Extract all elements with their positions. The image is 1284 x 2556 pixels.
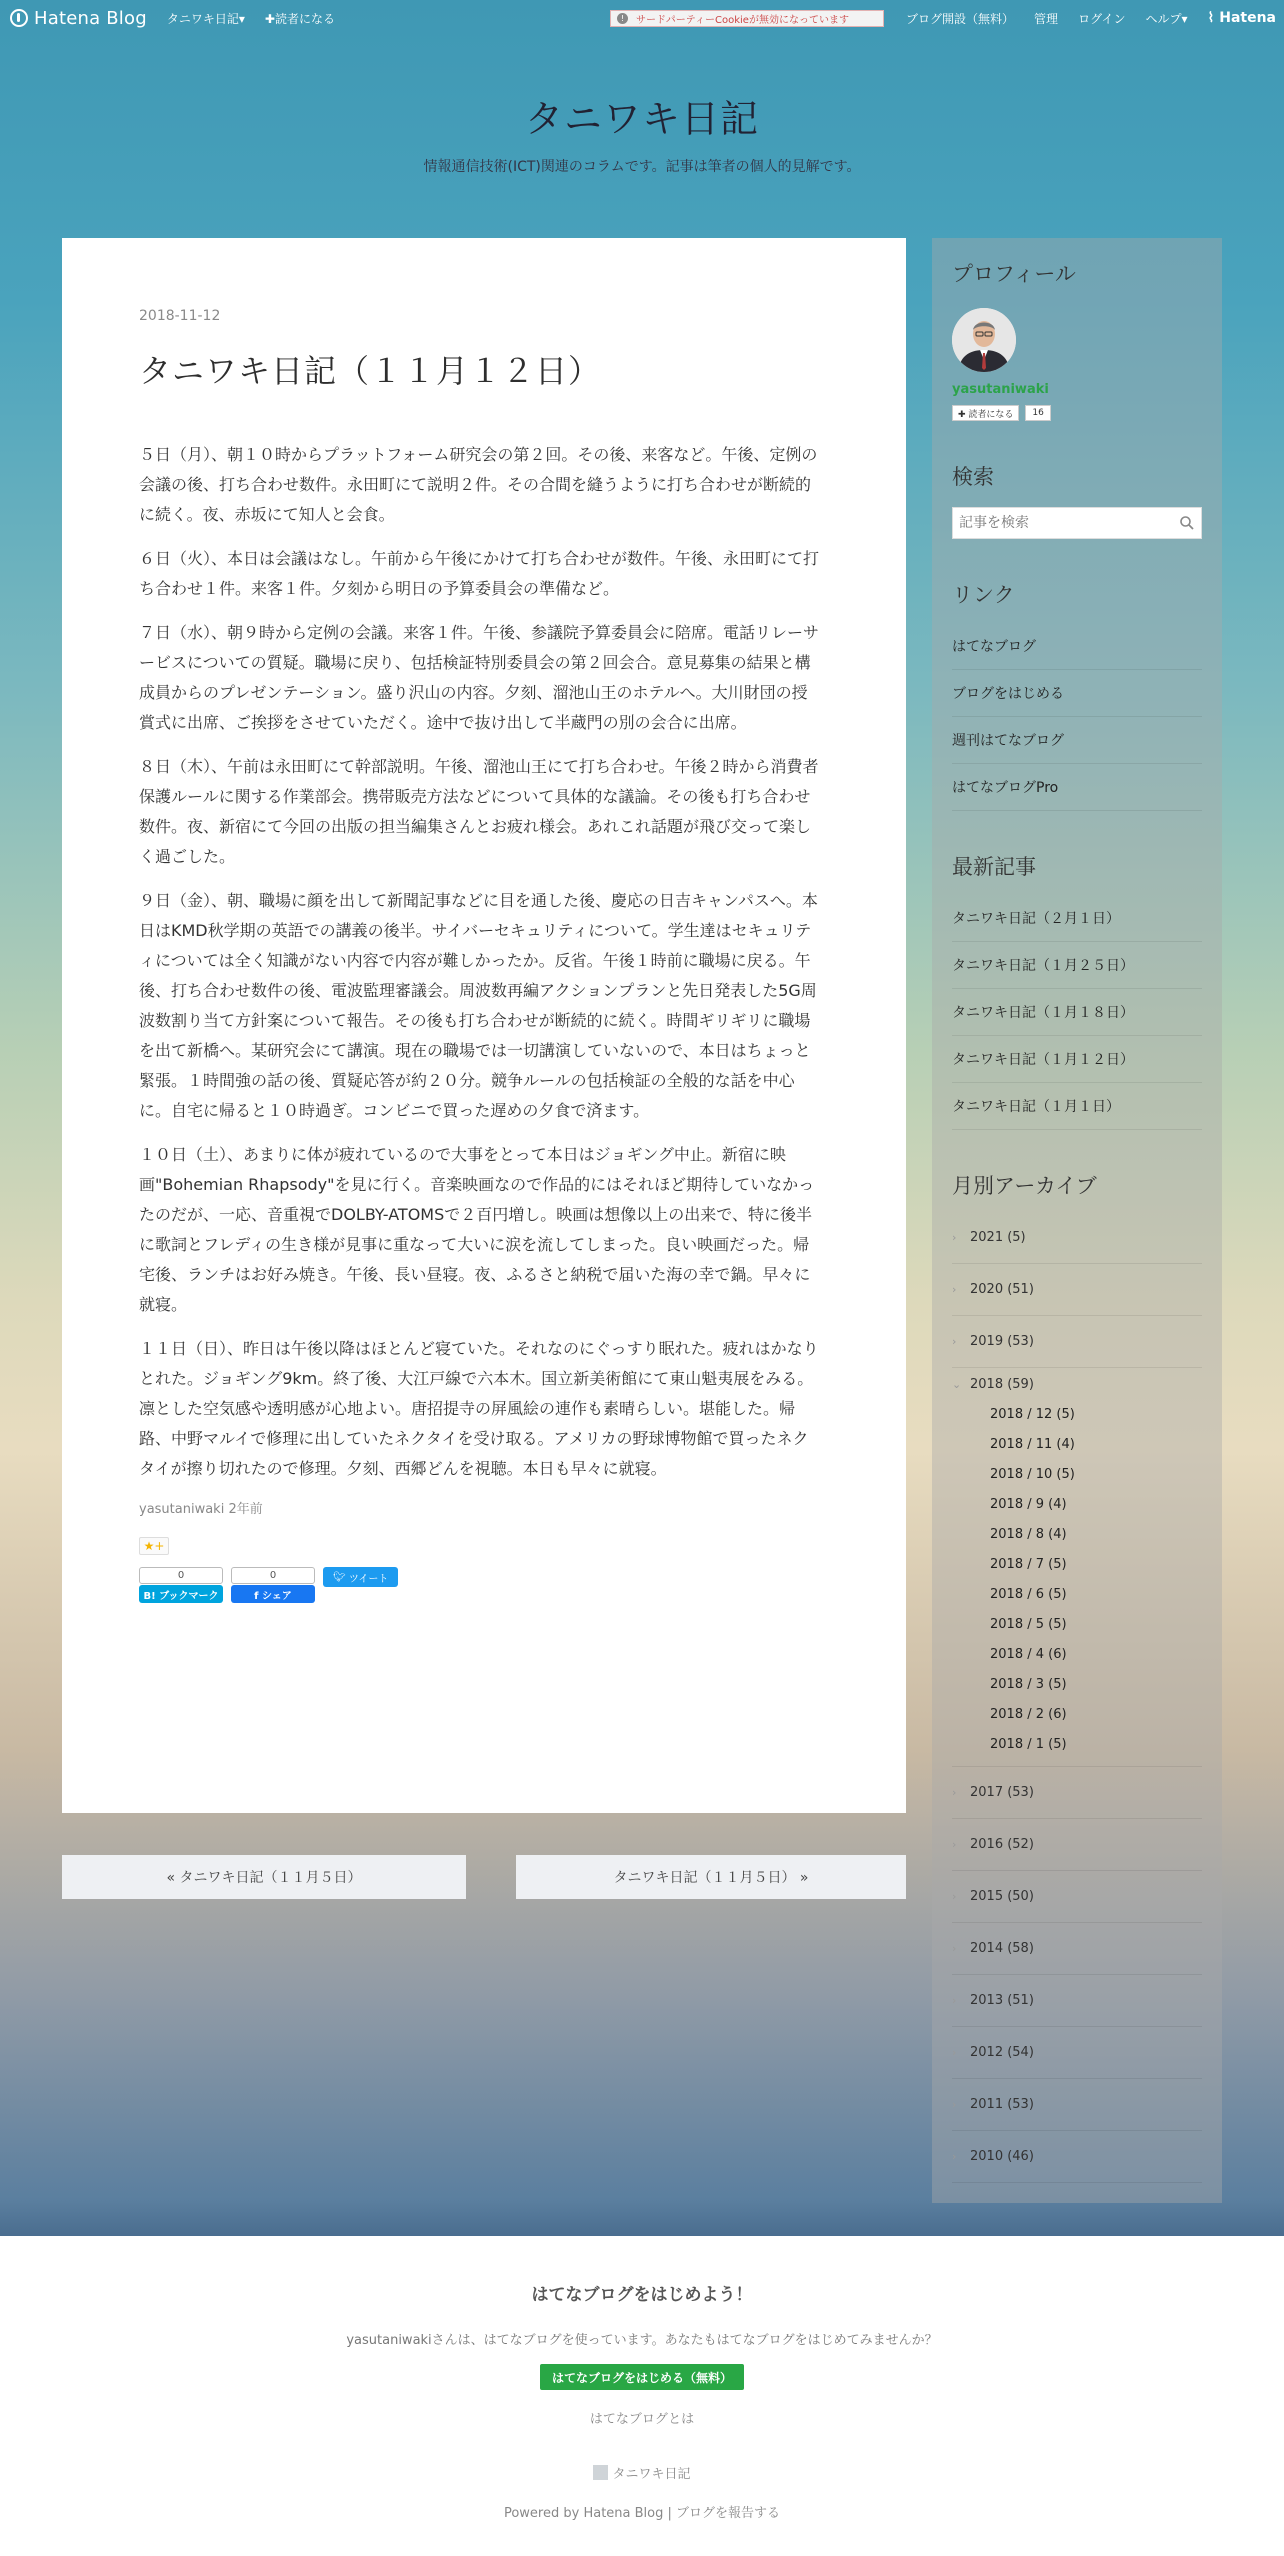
sidebar-link[interactable]: ブログをはじめる	[952, 670, 1202, 717]
recent-entry-link[interactable]: タニワキ日記（１月１２日）	[952, 1036, 1202, 1083]
archive-month-link[interactable]: 2018 / 2 (6)	[990, 1707, 1067, 1722]
archive-year[interactable]	[952, 1264, 1202, 1315]
chevron-right-icon: ›	[952, 2098, 957, 2111]
hatena-bookmark-widget[interactable]	[139, 1567, 223, 1603]
archive-year-label: 2017 (53)	[970, 1785, 1034, 1800]
archive-year-label: 2021 (5)	[970, 1230, 1026, 1245]
chevron-right-icon: ›	[952, 1231, 957, 1244]
caret-down-icon: ▾	[1181, 11, 1188, 26]
powered-by[interactable]: Powered by Hatena Blog | ブログを報告する	[503, 2506, 781, 2521]
footer-title: はてなブログをはじめよう！	[531, 2285, 753, 2305]
profile-heading: プロフィール	[952, 262, 1076, 286]
blog-menu-label: タニワキ日記	[166, 11, 239, 26]
archive-month-link[interactable]: 2018 / 8 (4)	[990, 1527, 1067, 1542]
chevron-right-icon: ›	[952, 1786, 957, 1799]
help-menu[interactable]	[1145, 10, 1187, 27]
login-link[interactable]: ログイン	[1078, 11, 1126, 26]
recent-entry-link[interactable]: タニワキ日記（２月１日）	[952, 895, 1202, 942]
archive-month-link[interactable]: 2018 / 7 (5)	[990, 1557, 1067, 1572]
archive-year-label: 2014 (58)	[970, 1941, 1034, 1956]
entry-paragraph: ７日（水）、朝９時から定例の会議。来客１件。午後、参議院予算委員会に陪席。電話リレーサービスについての質疑。職場に戻り、包括検証特別委員会の第２回会合。意見募集の結果と構成員からのプレゼンテーション。盛り沢山の内容。夕刻、溜池山王のホテルへ。大川財団の授賞式に出席、ご挨拶をさせていただく。途中で抜け出して半蔵門の別の会合に出席。	[139, 623, 820, 732]
entry-paragraph: ６日（火）、本日は会議はなし。午前から午後にかけて打ち合わせが数件。午後、永田町にて打ち合わせ１件。来客１件。夕刻から明日の予算委員会の準備など。	[139, 549, 820, 598]
entry-date[interactable]: 2018-11-12	[139, 308, 221, 324]
archive-year[interactable]	[952, 1819, 1202, 1870]
entry-paragraph: ９日（金）、朝、職場に顔を出して新聞記事などに目を通した後、慶応の日吉キャンパスへ。本日はKMD秋学期の英語での講義の後半。サイバーセキュリティについて。学生達はセキュリティについては全く知識がない内容で内容が難しかったか。反省。午後１時前に職場に戻る。午後、打ち合わせ数件の後、電波監理審議会。周波数再編アクションプランと先日発表した5G周波数割り当て方針案について報告。その後も打ち合わせが断続的に続く。時間ギリギリに職場を出て新橋へ。某研究会にて講演。現在の職場では一切講演していないので、本日はちょっと緊張。１時間強の話の後、質疑応答が約２０分。競争ルールの包括検証の全般的な話を中心に。自宅に帰ると１０時過ぎ。コンビニで買った遅めの夕食で済ます。	[139, 891, 818, 1120]
pager-next-link[interactable]: タニワキ日記（１１月５日） »	[516, 1855, 906, 1899]
chevron-right-icon: ›	[952, 1994, 957, 2007]
archive-year[interactable]	[952, 1975, 1202, 2026]
facebook-share-widget[interactable]	[231, 1567, 315, 1603]
entry-paragraph: １１日（日）、昨日は午後以降はほとんど寝ていた。それなのにぐっすり眠れた。疲れはかなりとれた。ジョギング9km。終了後、大江戸線で六本木。国立新美術館にて東山魁夷展をみる。凛とした空気感や透明感が心地よい。唐招提寺の屏風絵の連作も素晴らしい。堪能した。帰路、中野マルイで修理に出していたネクタイを受け取る。アメリカの野球博物館で買ったネクタイが擦り切れたので修理。夕刻、西郷どんを視聴。本日も早々に就寝。	[139, 1339, 819, 1478]
archive-month-link[interactable]: 2018 / 4 (6)	[990, 1647, 1067, 1662]
chevron-right-icon: ›	[952, 1838, 957, 1851]
footer-blog-link[interactable]	[0, 2463, 1284, 2482]
archive-year-label: 2010 (46)	[970, 2149, 1034, 2164]
archive-year-label: 2011 (53)	[970, 2097, 1034, 2112]
entry-card	[62, 238, 906, 1813]
subscribe-widget	[952, 405, 1202, 421]
archive-year-label: 2016 (52)	[970, 1837, 1034, 1852]
tweet-label: ツイート	[348, 1573, 389, 1585]
entry-footer-author[interactable]: yasutaniwaki 2年前	[139, 1502, 263, 1517]
about-hatena-blog-link[interactable]: はてなブログとは	[589, 2412, 695, 2427]
links-section	[952, 579, 1202, 811]
archive-year[interactable]	[952, 2131, 1202, 2182]
subscribe-link[interactable]: ✚読者になる	[264, 11, 335, 26]
links-heading: リンク	[952, 583, 1015, 607]
archive-section	[952, 1170, 1202, 2183]
help-label: ヘルプ	[1145, 11, 1182, 26]
archive-month-link[interactable]: 2018 / 10 (5)	[990, 1467, 1075, 1482]
chevron-right-icon: ›	[952, 2150, 957, 2163]
search-box	[952, 507, 1202, 539]
search-heading: 検索	[952, 465, 994, 489]
archive-year[interactable]	[952, 1923, 1202, 1974]
chevron-down-icon: ⌄	[952, 1377, 962, 1391]
archive-year[interactable]	[952, 1316, 1202, 1367]
page-footer	[0, 2236, 1284, 2556]
hatena-logo-icon	[10, 9, 28, 27]
twitter-bird-icon: 🐦︎	[333, 1571, 349, 1583]
share-count[interactable]: 0	[231, 1567, 315, 1584]
subscribe-button[interactable]: ✚ 読者になる	[952, 405, 1019, 421]
global-header	[0, 0, 1284, 36]
user-avatar-icon	[952, 308, 1016, 372]
archive-month-link[interactable]: 2018 / 1 (5)	[990, 1737, 1067, 1752]
chevron-right-icon: ›	[952, 1890, 957, 1903]
archive-year[interactable]	[952, 1212, 1202, 1263]
sidebar-link[interactable]: はてなブログPro	[952, 764, 1202, 811]
cookie-notice-text: サードパーティーCookieが無効になっています	[636, 15, 849, 26]
tweet-button[interactable]	[323, 1567, 398, 1587]
entry-paragraph: ５日（月）、朝１０時からプラットフォーム研究会の第２回。その後、来客など。午後、定例の会議の後、打ち合わせ数件。永田町にて説明２件。その合間を縫うように打ち合わせが断続的に続く。夜、赤坂にて知人と会食。	[139, 445, 818, 524]
entry-body	[139, 440, 820, 1484]
avatar[interactable]	[952, 308, 1016, 372]
sidebar-link[interactable]: 週刊はてなブログ	[952, 717, 1202, 764]
chevron-right-icon: ›	[952, 1283, 957, 1296]
admin-link[interactable]: 管理	[1034, 11, 1059, 26]
archive-month-link[interactable]: 2018 / 6 (5)	[990, 1587, 1067, 1602]
hatena-bird-icon: ⌇	[1207, 10, 1220, 26]
pager-prev-link[interactable]: « タニワキ日記（１１月５日）	[62, 1855, 466, 1899]
blog-title[interactable]: タニワキ日記	[524, 97, 759, 141]
archive-month-link[interactable]: 2018 / 12 (5)	[990, 1407, 1075, 1422]
recent-heading: 最新記事	[952, 855, 1036, 879]
entry-paragraph: ８日（木）、午前は永田町にて幹部説明。午後、溜池山王にて打ち合わせ。午後２時から消費者保護ルールに関する作業部会。携帯販売方法などについて具体的な議論。その後も打ち合わせ数件。夜、新宿にて今回の出版の担当編集さんとお疲れ様会。あれこれ話題が飛び交って楽しく過ごした。	[139, 757, 819, 866]
recent-entry-link[interactable]: タニワキ日記（１月１８日）	[952, 989, 1202, 1036]
bookmark-count[interactable]: 0	[139, 1567, 223, 1584]
archive-year[interactable]	[952, 1767, 1202, 1818]
hatena-label: Hatena	[1219, 10, 1276, 26]
bookmark-button[interactable]: B! ブックマーク	[139, 1585, 223, 1603]
share-buttons	[139, 1567, 820, 1603]
archive-year-label: 2020 (51)	[970, 1282, 1034, 1297]
entry-paragraph: １０日（土）、あまりに体が疲れているので大事をとって本日はジョギング中止。新宿に映画"Bohemian Rhapsody"を見に行く。音楽映画なので作品的にはそれほど期待していなかったのだが、一応、音重視でDOLBY-ATOMSで２百円増し。映画は想像以上の出来で、特に後半に歌詞とフレディの生き様が見事に重なって大いに涙を流してしまった。良い映画だった。帰宅後、ランチはお好み焼き。午後、長い昼寝。夜、ふるさと納税で届いた海の幸で鍋。早々に就寝。	[139, 1145, 815, 1314]
profile-user-name[interactable]: yasutaniwaki	[952, 382, 1049, 397]
archive-month-link[interactable]: 2018 / 3 (5)	[990, 1677, 1067, 1692]
hatena-blog-logo[interactable]	[10, 8, 147, 29]
archive-month-link[interactable]: 2018 / 5 (5)	[990, 1617, 1067, 1632]
sidebar	[932, 238, 1222, 2203]
archive-month-link[interactable]: 2018 / 9 (4)	[990, 1497, 1067, 1512]
archive-year-label: 2018 (59)	[970, 1376, 1034, 1392]
sidebar-link[interactable]: はてなブログ	[952, 623, 1202, 670]
recent-entry-link[interactable]: タニワキ日記（１月１日）	[952, 1083, 1202, 1130]
archive-year[interactable]	[952, 1871, 1202, 1922]
search-icon[interactable]	[1173, 515, 1201, 531]
recent-entry-link[interactable]: タニワキ日記（１月２５日）	[952, 942, 1202, 989]
subscriber-count[interactable]: 16	[1025, 405, 1050, 421]
chevron-right-icon: ›	[952, 1942, 957, 1955]
archive-year-label: 2013 (51)	[970, 1993, 1034, 2008]
archive-year[interactable]	[952, 2079, 1202, 2130]
archive-month-link[interactable]: 2018 / 11 (4)	[990, 1437, 1075, 1452]
logo-text: Hatena Blog	[34, 7, 147, 29]
archive-year-label: 2019 (53)	[970, 1334, 1034, 1349]
entry-title[interactable]: タニワキ日記（１１月１２日）	[139, 352, 602, 390]
archive-year-expanded[interactable]	[952, 1368, 1202, 1400]
archive-year-label: 2015 (50)	[970, 1889, 1034, 1904]
info-icon: !	[617, 13, 628, 24]
footer-blog-name: タニワキ日記	[612, 2467, 691, 2482]
archive-heading: 月別アーカイブ	[952, 1174, 1097, 1198]
facebook-share-button[interactable]: f シェア	[231, 1585, 315, 1603]
recent-entries-section	[952, 851, 1202, 1130]
search-input[interactable]	[953, 508, 1173, 538]
footer-description: yasutaniwakiさんは、はてなブログを使っています。あなたもはてなブログをはじめてみませんか？	[346, 2333, 938, 2348]
blog-menu[interactable]	[167, 10, 245, 27]
search-section	[952, 461, 1202, 539]
caret-down-icon: ▾	[238, 11, 245, 26]
add-star-button[interactable]: ★+	[139, 1537, 169, 1555]
archive-year[interactable]	[952, 2027, 1202, 2078]
chevron-right-icon: ›	[952, 2046, 957, 2059]
start-blog-button[interactable]: はてなブログをはじめる（無料）	[540, 2364, 744, 2390]
hatena-link[interactable]	[1208, 10, 1276, 26]
chevron-right-icon: ›	[952, 1335, 957, 1348]
archive-year-label: 2012 (54)	[970, 2045, 1034, 2060]
blog-favicon-icon	[593, 2465, 608, 2480]
cookie-notice[interactable]	[610, 10, 884, 27]
start-blog-link[interactable]: ブログ開設（無料）	[906, 11, 1015, 26]
blog-description: 情報通信技術(ICT)関連のコラムです。記事は筆者の個人的見解です。	[423, 159, 861, 175]
